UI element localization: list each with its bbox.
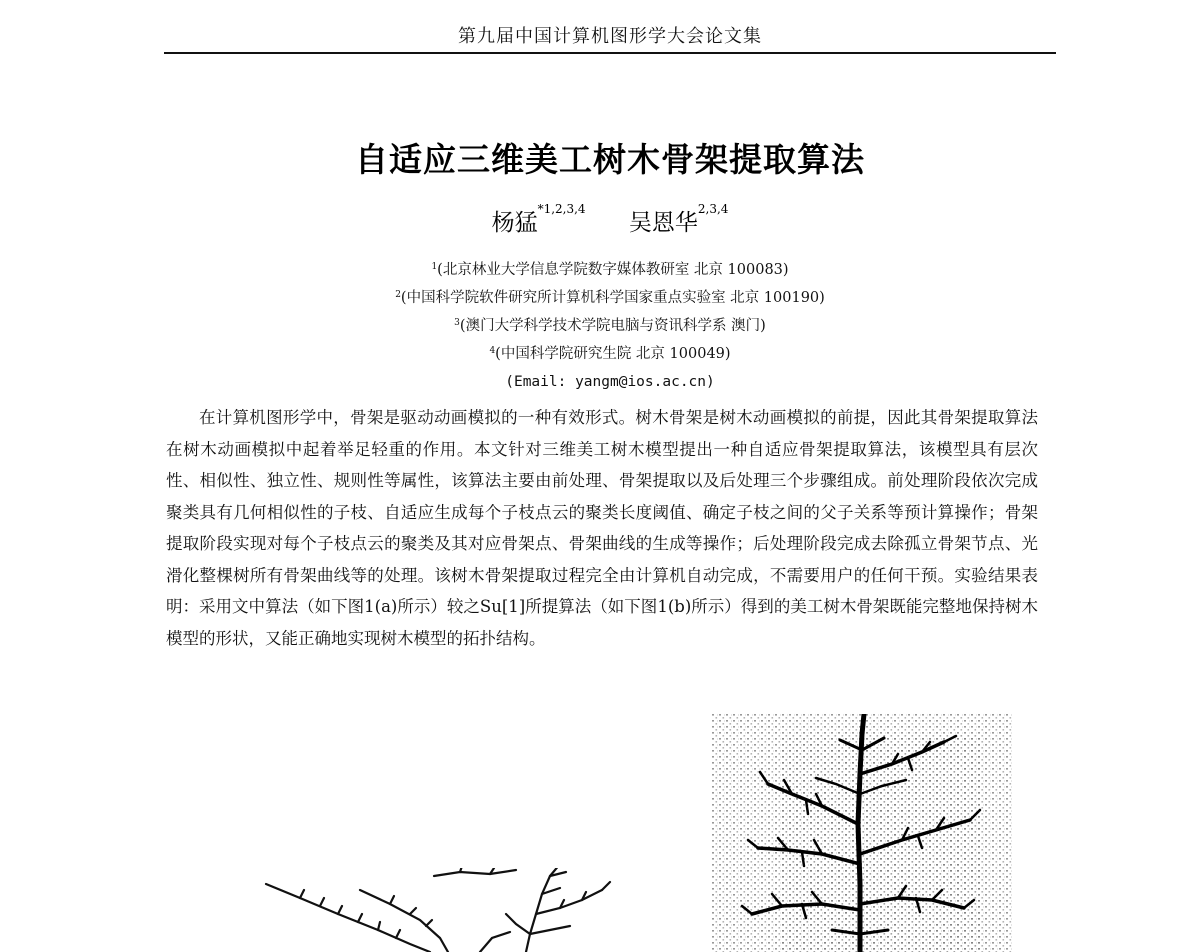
contact-email: (Email: yangm@ios.ac.cn) bbox=[505, 374, 715, 390]
affiliation bbox=[164, 312, 1056, 340]
author-affil-marks: 2,3,4 bbox=[697, 202, 729, 216]
affiliation-text: (中国科学院研究生院 北京 100049) bbox=[495, 346, 731, 362]
author bbox=[492, 204, 586, 237]
tree-skeleton-image-a bbox=[260, 868, 620, 952]
affiliation-text: (中国科学院软件研究所计算机科学国家重点实验室 北京 100190) bbox=[400, 290, 825, 306]
author-affil-marks: *1,2,3,4 bbox=[537, 202, 586, 216]
affiliation-mark: 4 bbox=[489, 346, 496, 356]
affiliation-list bbox=[164, 256, 1056, 396]
abstract-paragraph: 在计算机图形学中，骨架是驱动动画模拟的一种有效形式。树木骨架是树木动画模拟的前提，因此其骨架提取算法在树木动画模拟中起着举足轻重的作用。本文针对三维美工树木模型提出一种自适应骨架提取算法，该模型具有层次性、相似性、独立性、规则性等属性，该算法主要由前处理、骨架提取以及后处理三个步骤组成。前处理阶段依次完成聚类具有几何相似性的子枝、自适应生成每个子枝点云的聚类长度阈值、确定子枝之间的父子关系等预计算操作；骨架提取阶段实现对每个子枝点云的聚类及其对应骨架点、骨架曲线的生成等操作；后处理阶段完成去除孤立骨架节点、光滑化整棵树所有骨架曲线等的处理。该树木骨架提取过程完全由计算机自动完成，不需要用户的任何干预。实验结果表明：采用文中算法（如下图1(a)所示）较之Su[1]所提算法（如下图1(b)所示）得到的美工树木骨架既能完整地保持树木模型的形状，又能正确地实现树木模型的拓扑结构。 bbox=[166, 408, 1038, 648]
affiliation-mark: 2 bbox=[395, 290, 401, 300]
paper-title: 自适应三维美工树木骨架提取算法 bbox=[355, 140, 865, 179]
author bbox=[629, 204, 729, 237]
affiliation-text: (北京林业大学信息学院数字媒体教研室 北京 100083) bbox=[437, 262, 789, 278]
author-list bbox=[164, 204, 1056, 237]
affiliation bbox=[164, 256, 1056, 284]
tree-skeleton-image-b bbox=[712, 714, 1012, 952]
running-header: 第九届中国计算机图形学大会论文集 bbox=[458, 26, 762, 47]
header-rule bbox=[164, 52, 1056, 54]
affiliation bbox=[164, 340, 1056, 368]
affiliation-mark: 1 bbox=[431, 262, 438, 272]
affiliation-mark: 3 bbox=[454, 318, 460, 328]
affiliation bbox=[164, 284, 1056, 312]
figure-1 bbox=[0, 700, 1200, 952]
author-name: 杨猛 bbox=[491, 210, 538, 236]
affiliation-text: (澳门大学科学技术学院电脑与资讯科学系 澳门) bbox=[459, 318, 766, 334]
author-name: 吴恩华 bbox=[628, 210, 698, 236]
